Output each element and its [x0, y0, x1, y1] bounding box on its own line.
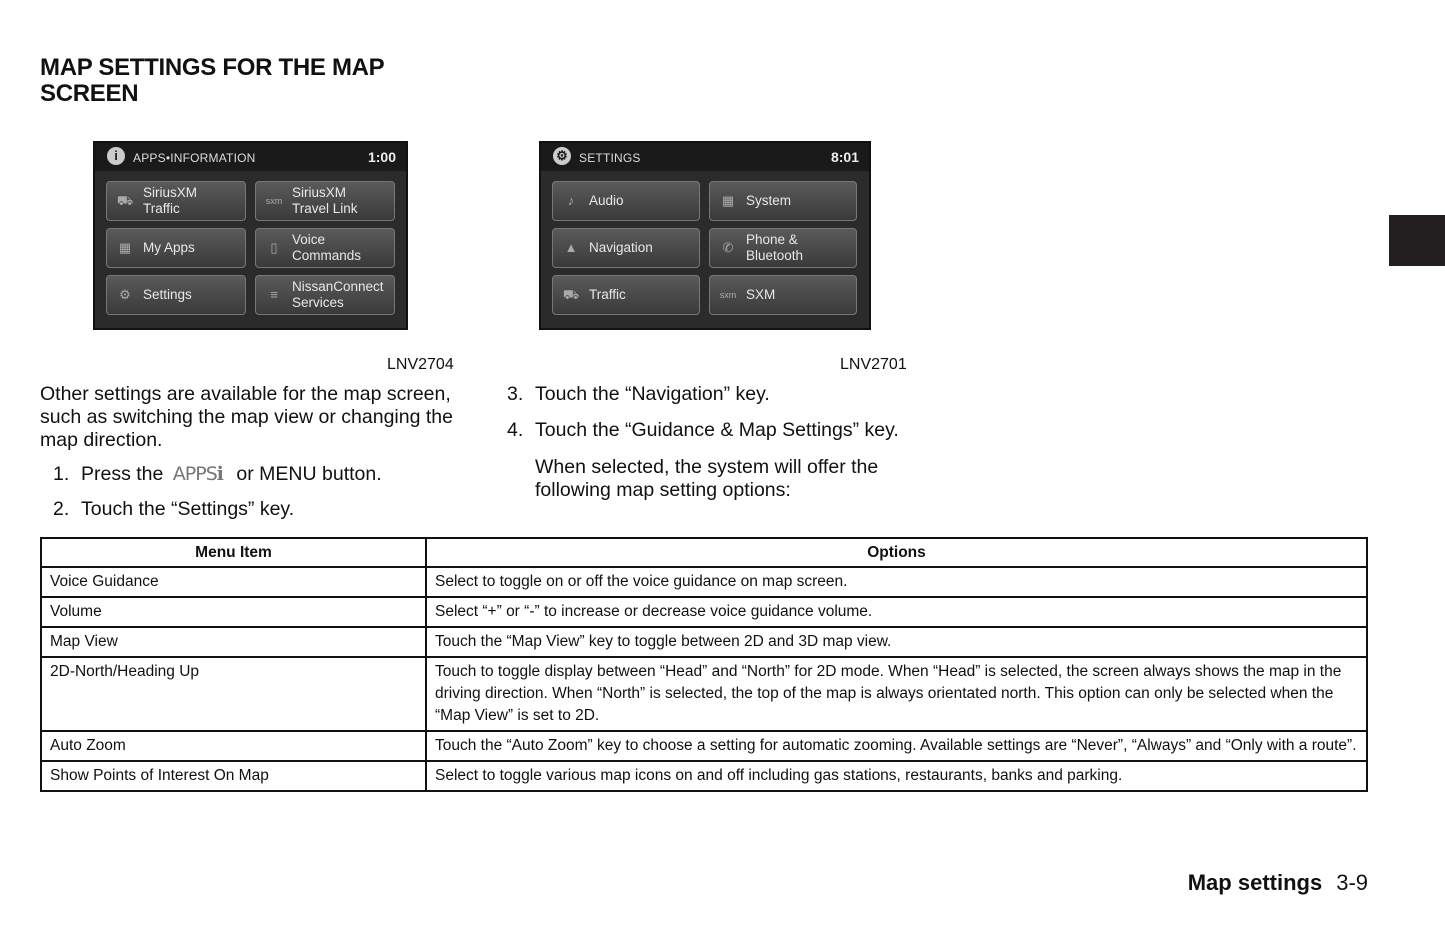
- nissanconnect-services-button[interactable]: ≡ NissanConnect Services: [255, 275, 395, 315]
- options-cell: Select to toggle various map icons on and off including gas stations, restaurants, banks and parking.: [426, 761, 1367, 791]
- screen-header-label: SETTINGS: [579, 151, 641, 165]
- options-cell: Touch the “Auto Zoom” key to choose a setting for automatic zooming. Available settings are “Never”, “Always” and “Only with a route”.: [426, 731, 1367, 761]
- settings-screen: [539, 141, 871, 330]
- system-button[interactable]: ▦ System: [709, 181, 857, 221]
- gear-icon: ⚙: [119, 287, 131, 302]
- sxm-button[interactable]: sxm SXM: [709, 275, 857, 315]
- table-row: [41, 567, 1367, 597]
- table-row: [41, 627, 1367, 657]
- page-footer: [1188, 870, 1368, 896]
- phone-icon: ✆: [722, 240, 734, 255]
- menu-item-cell: Auto Zoom: [41, 731, 426, 761]
- navigation-button[interactable]: ▲ Navigation: [552, 228, 700, 268]
- column-header-menu-item: Menu Item: [41, 538, 426, 567]
- menu-item-cell: 2D-North/Heading Up: [41, 657, 426, 731]
- note-icon: ♪: [567, 193, 575, 208]
- siriusxm-travel-link-button[interactable]: sxm SiriusXM Travel Link: [255, 181, 395, 221]
- audio-button[interactable]: ♪ Audio: [552, 181, 700, 221]
- options-cell: Select “+” or “-” to increase or decrease voice guidance volume.: [426, 597, 1367, 627]
- siriusxm-traffic-button[interactable]: ⛟ SiriusXM Traffic: [106, 181, 246, 221]
- settings-button[interactable]: ⚙ Settings: [106, 275, 246, 315]
- connect-icon: ≡: [270, 287, 278, 302]
- figure-caption: LNV2701: [840, 356, 907, 373]
- page-number: 3-9: [1336, 870, 1368, 895]
- menu-item-cell: Show Points of Interest On Map: [41, 761, 426, 791]
- menu-item-cell: Volume: [41, 597, 426, 627]
- figure-caption: LNV2704: [387, 356, 454, 373]
- screen-clock: 1:00: [367, 149, 396, 165]
- system-icon: ▦: [721, 193, 735, 208]
- options-cell: Select to toggle on or off the voice guidance on map screen.: [426, 567, 1367, 597]
- table-row: [41, 657, 1367, 731]
- section-name: Map settings: [1187, 870, 1323, 895]
- table-row: [41, 597, 1367, 627]
- step-4-note: When selected, the system will offer the following map setting options:: [535, 456, 879, 501]
- sxm-icon: sxm: [265, 196, 283, 206]
- sxm-icon: sxm: [719, 290, 737, 300]
- screen-header-label: APPS•INFORMATION: [133, 151, 256, 165]
- screen-header-bar: [541, 143, 869, 171]
- menu-item-cell: Voice Guidance: [41, 567, 426, 597]
- table-row: [41, 731, 1367, 761]
- apps-information-screen: [93, 141, 408, 330]
- menu-item-cell: Map View: [41, 627, 426, 657]
- my-apps-button[interactable]: ▦ My Apps: [106, 228, 246, 268]
- voice-commands-button[interactable]: ▯ Voice Commands: [255, 228, 395, 268]
- arrow-icon: ▲: [564, 240, 578, 255]
- phone-bluetooth-button[interactable]: ✆ Phone & Bluetooth: [709, 228, 857, 268]
- car-icon: ⛟: [116, 193, 134, 208]
- screen-clock: 8:01: [830, 149, 859, 165]
- traffic-button[interactable]: ⛟ Traffic: [552, 275, 700, 315]
- table-header-row: [41, 538, 1367, 567]
- screen-header-bar: [95, 143, 406, 171]
- options-cell: Touch the “Map View” key to toggle between 2D and 3D map view.: [426, 627, 1367, 657]
- voice-icon: ▯: [270, 240, 278, 255]
- info-icon: i: [107, 147, 125, 165]
- map-settings-table: [40, 537, 1368, 792]
- chapter-tab-marker: [1389, 215, 1445, 266]
- column-header-options: Options: [426, 538, 1367, 567]
- phone-icon: ▦: [118, 240, 132, 255]
- gear-icon: ⚙: [553, 147, 571, 165]
- table-row: [41, 761, 1367, 791]
- apps-button-icon: APPSℹ: [172, 463, 223, 485]
- options-cell: Touch to toggle display between “Head” and “North” for 2D mode. When “Head” is selected, the screen always shows the map in the driving direction. When “North” is selected, the top of the map is always orientated north. This option can only be selected when the “Map View” is set to 2D.: [426, 657, 1367, 731]
- car-icon: ⛟: [562, 287, 580, 302]
- page-title: MAP SETTINGS FOR THE MAP SCREEN: [40, 54, 384, 107]
- intro-paragraph: Other settings are available for the map screen, such as switching the map view or changing the map direction.: [40, 383, 453, 451]
